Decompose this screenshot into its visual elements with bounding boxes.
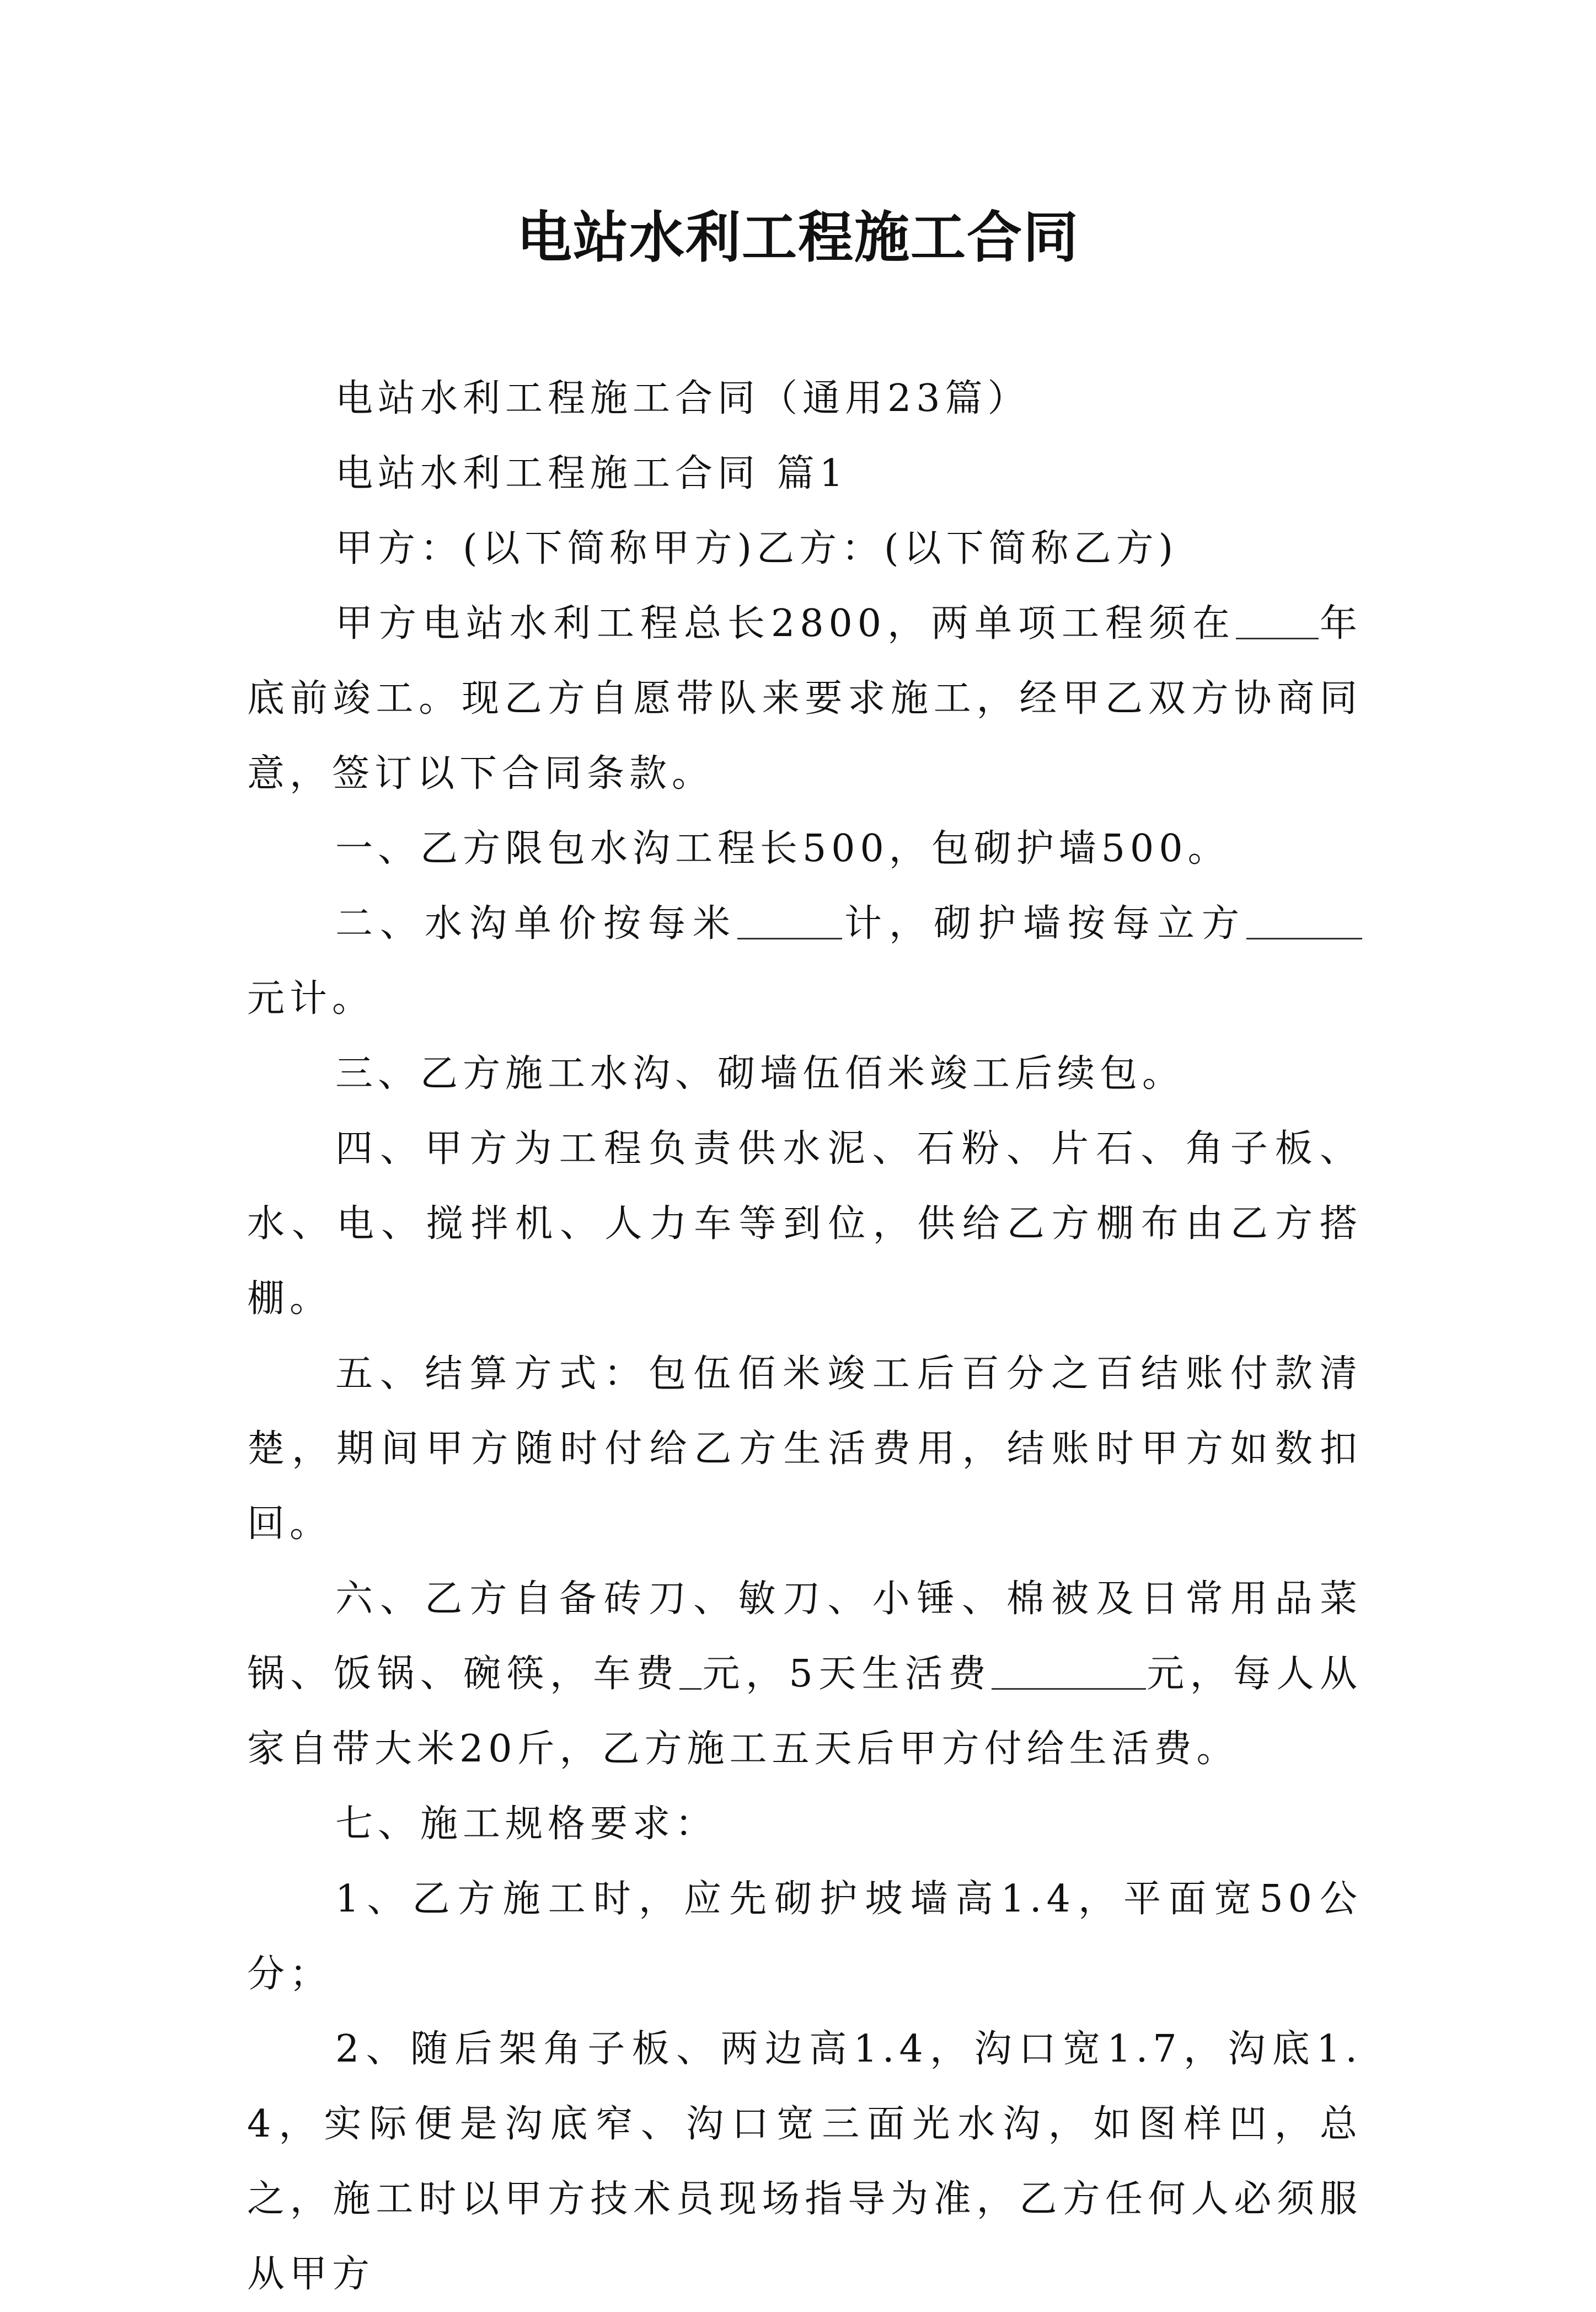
clause-2-text-1: 二、水沟单价按每米	[335, 902, 737, 946]
clause-5: 五、结算方式：包伍佰米竣工后百分之百结账付款清楚，期间甲方随时付给乙方生活费用，结账时甲方如数扣回。	[247, 1352, 1362, 1546]
blank-fare	[679, 1655, 701, 1690]
clause-7: 七、施工规格要求：	[335, 1802, 718, 1846]
clause-6	[247, 1562, 1362, 1787]
document-subtitle: 电站水利工程施工合同（通用23篇）	[335, 377, 1030, 420]
document-title: 电站水利工程施工合同	[517, 205, 1079, 270]
section-heading: 电站水利工程施工合同 篇1	[335, 452, 848, 495]
item-2: 2、随后架角子板、两边高1.4，沟口宽1.7，沟底1.4，实际便是沟底窄、沟口宽三面光水沟，如图样凹，总之，施工时以甲方技术员现场指导为准，乙方任何人必须服从甲方	[247, 2027, 1362, 2296]
blank-year	[1236, 605, 1319, 639]
intro-text-2: 年底前竣工。现乙方自愿带队来要求施工，经甲乙双方协商同意，签订以下合同条款。	[247, 602, 1362, 795]
clause-6-text-1: 六、乙方自备砖刀、敏刀、小锤、棉被及日常用品菜锅、饭锅、碗筷，车费	[247, 1577, 1362, 1696]
blank-living-expense	[992, 1655, 1146, 1690]
parties-line: 甲方：(以下简称甲方)乙方：(以下简称乙方)	[335, 527, 1179, 570]
clause-2-text-3: 元计。	[247, 977, 375, 1021]
blank-price-per-meter	[737, 905, 842, 939]
clause-3: 三、乙方施工水沟、砌墙伍佰米竣工后续包。	[335, 1052, 1185, 1096]
clause-2	[247, 887, 1362, 1037]
item-1: 1、乙方施工时，应先砌护坡墙高1.4，平面宽50公分；	[247, 1877, 1362, 1996]
intro-text-1: 甲方电站水利工程总长2800，两单项工程须在	[335, 602, 1236, 645]
clause-2-text-2: 计，砌护墙按每立方	[842, 902, 1246, 946]
clause-6-text-2: 元，5天生活费	[701, 1652, 992, 1696]
clause-4: 四、甲方为工程负责供水泥、石粉、片石、角子板、水、电、搅拌机、人力车等到位，供给乙方棚布由乙方搭棚。	[247, 1127, 1362, 1321]
document-body	[247, 361, 1362, 2312]
intro-paragraph	[247, 586, 1362, 811]
clause-1: 一、乙方限包水沟工程长500，包砌护墙500。	[335, 827, 1230, 871]
clause-6-text-3: 元，每人从家自带大米20斤，乙方施工五天后甲方付给生活费。	[247, 1652, 1362, 1771]
blank-price-per-cubic	[1246, 905, 1362, 939]
